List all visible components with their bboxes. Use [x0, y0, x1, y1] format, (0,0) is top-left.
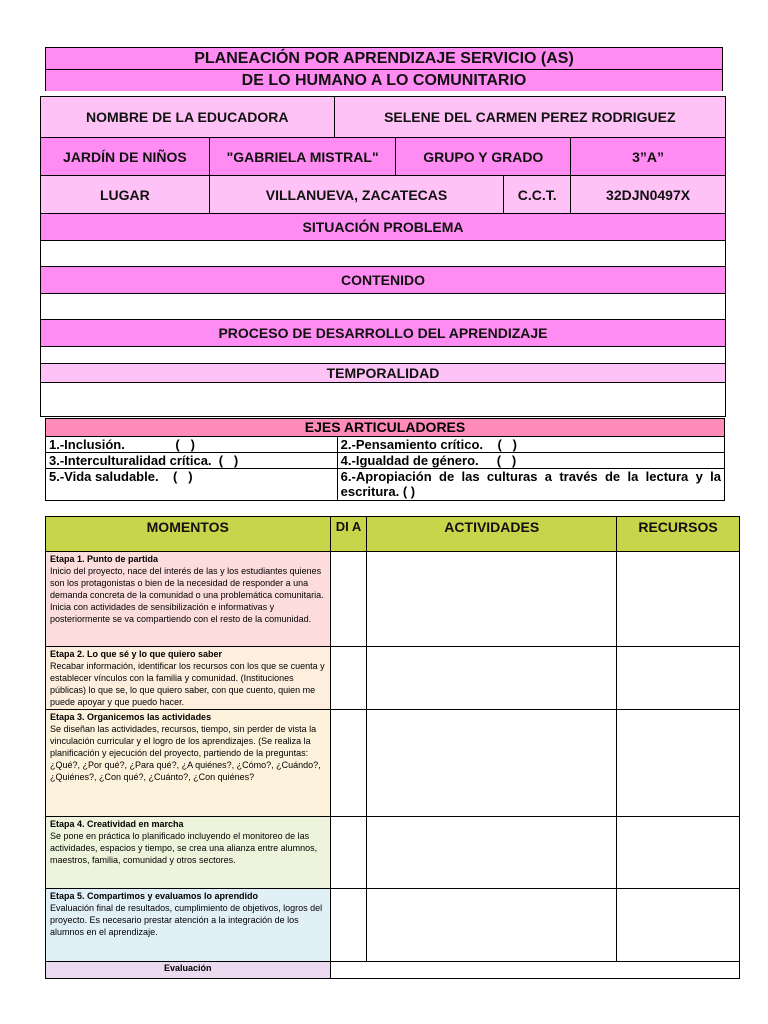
temporalidad-heading: TEMPORALIDAD	[41, 364, 726, 383]
grupo-label: GRUPO Y GRADO	[396, 138, 571, 176]
ejes-heading: EJES ARTICULADORES	[46, 419, 725, 437]
stage-5-title: Etapa 5. Compartimos y evaluamos lo aprendido	[50, 891, 259, 901]
educadora-value: SELENE DEL CARMEN PEREZ RODRIGUEZ	[334, 97, 725, 138]
title-line-2: DE LO HUMANO A LO COMUNITARIO	[46, 69, 722, 91]
grupo-value: 3”A”	[571, 138, 726, 176]
jardin-value: "GABRIELA MISTRAL"	[209, 138, 396, 176]
educadora-label: NOMBRE DE LA EDUCADORA	[41, 97, 335, 138]
header-table	[40, 96, 726, 417]
proceso-field[interactable]	[41, 347, 726, 364]
stage-5-text: Evaluación final de resultados, cumplimiento de objetivos, logros del proyecto. Es necesario prestar atención a la integración de los alumnos en el aprendizaje.	[50, 903, 323, 937]
stage-1-actividades[interactable]	[367, 552, 617, 647]
evaluacion-label: Evaluación	[46, 962, 331, 979]
stage-2	[46, 647, 331, 710]
stage-5-dia[interactable]	[330, 889, 367, 962]
proceso-heading: PROCESO DE DESARROLLO DEL APRENDIZAJE	[41, 320, 726, 347]
stage-5	[46, 889, 331, 962]
situacion-heading: SITUACIÓN PROBLEMA	[41, 214, 726, 241]
ejes-table	[45, 418, 725, 501]
eje-inclusion[interactable]: 1.-Inclusión. ( )	[46, 437, 338, 453]
stage-1-text: Inicio del proyecto, nace del interés de las y los estudiantes quienes son los protagonistas o bien de la necesidad de responder a una demanda concreta de la comunidad o una problemática comunitaria. Inicia con actividades de sensibilización e informativas y posteriormente se va compartiendo con el resto de la comunidad.	[50, 566, 324, 624]
stage-4-dia[interactable]	[330, 817, 367, 889]
stage-3-dia[interactable]	[330, 710, 367, 817]
jardin-label: JARDÍN DE NIÑOS	[41, 138, 210, 176]
stage-2-dia[interactable]	[330, 647, 367, 710]
stage-2-recursos[interactable]	[617, 647, 740, 710]
eje-vida-saludable[interactable]: 5.-Vida saludable. ( )	[46, 469, 338, 501]
eje-interculturalidad[interactable]: 3.-Interculturalidad crítica. ( )	[46, 453, 338, 469]
stage-2-actividades[interactable]	[367, 647, 617, 710]
lugar-label: LUGAR	[41, 176, 210, 214]
temporalidad-field[interactable]	[41, 383, 726, 417]
document-title	[45, 47, 723, 91]
cct-value: 32DJN0497X	[571, 176, 726, 214]
stage-4	[46, 817, 331, 889]
cct-label: C.C.T.	[504, 176, 571, 214]
stage-1-dia[interactable]	[330, 552, 367, 647]
stage-2-title: Etapa 2. Lo que sé y lo que quiero saber	[50, 649, 223, 659]
stage-3-text: Se diseñan las actividades, recursos, tiempo, sin perder de vista la vinculación curricular y el logro de los aprendizajes. (Se realiza la planificación y ejecución del proyecto, partiendo de la preguntas: ¿Qué?, ¿Por qué?, ¿Para qué?, ¿A quiénes?, ¿Cómo?, ¿Cuándo?, ¿Quiénes?, ¿Con qué?, ¿Cuánto?, ¿Con quiénes?	[50, 724, 321, 782]
stage-4-text: Se pone en práctica lo planificado incluyendo el monitoreo de las actividades, espacios y tiempo, se crea una alianza entre alumnos, maestros, familia, comunidad y otros sectores.	[50, 831, 318, 865]
momentos-table	[45, 516, 740, 979]
recursos-header: RECURSOS	[617, 517, 740, 552]
stage-5-recursos[interactable]	[617, 889, 740, 962]
stage-4-title: Etapa 4. Creatividad en marcha	[50, 819, 184, 829]
stage-1-title: Etapa 1. Punto de partida	[50, 554, 159, 564]
stage-3-title: Etapa 3. Organicemos las actividades	[50, 712, 212, 722]
eje-lectura-escritura[interactable]: 6.-Apropiación de las culturas a través de la lectura y la escritura. ( )	[337, 469, 724, 501]
stage-2-text: Recabar información, identificar los recursos con los que se cuenta y establecer vínculos con la familia y comunidad. (Instituciones públicas) lo que se, lo que quiero saber, con que cuento, quien me puede apoyar y que puedo hacer.	[50, 661, 325, 707]
stage-1	[46, 552, 331, 647]
stage-4-actividades[interactable]	[367, 817, 617, 889]
title-line-1: PLANEACIÓN POR APRENDIZAJE SERVICIO (AS)	[46, 48, 722, 69]
stage-3	[46, 710, 331, 817]
lugar-value: VILLANUEVA, ZACATECAS	[209, 176, 503, 214]
momentos-header: MOMENTOS	[46, 517, 331, 552]
actividades-header: ACTIVIDADES	[367, 517, 617, 552]
contenido-field[interactable]	[41, 294, 726, 320]
stage-4-recursos[interactable]	[617, 817, 740, 889]
evaluacion-field[interactable]	[330, 962, 740, 979]
stage-1-recursos[interactable]	[617, 552, 740, 647]
eje-igualdad-genero[interactable]: 4.-Igualdad de género. ( )	[337, 453, 724, 469]
eje-pensamiento-critico[interactable]: 2.-Pensamiento crítico. ( )	[337, 437, 724, 453]
contenido-heading: CONTENIDO	[41, 267, 726, 294]
dia-header: DI A	[330, 517, 367, 552]
situacion-field[interactable]	[41, 241, 726, 267]
stage-3-actividades[interactable]	[367, 710, 617, 817]
stage-3-recursos[interactable]	[617, 710, 740, 817]
stage-5-actividades[interactable]	[367, 889, 617, 962]
